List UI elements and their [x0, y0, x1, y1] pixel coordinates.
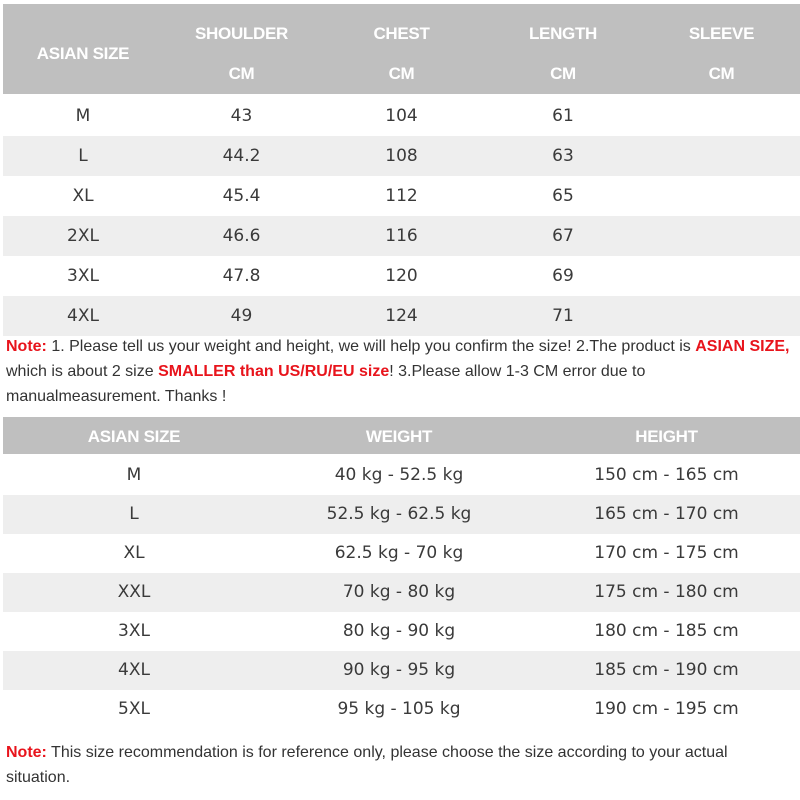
note-label: Note:	[6, 744, 47, 761]
cell-height: 175 cm - 180 cm	[594, 582, 739, 602]
cell-height: 190 cm - 195 cm	[594, 699, 739, 719]
cell-shoulder: 45.4	[222, 186, 261, 206]
cell-chest: 120	[385, 266, 418, 286]
size-table-row	[3, 256, 800, 296]
cell-height: 180 cm - 185 cm	[594, 621, 739, 641]
size-table-row	[3, 176, 800, 216]
cell-size: 3XL	[118, 621, 150, 641]
cell-size: M	[126, 465, 142, 485]
cell-height: 150 cm - 165 cm	[594, 465, 739, 485]
cell-chest: 124	[385, 306, 418, 326]
cell-weight: 90 kg - 95 kg	[342, 660, 456, 680]
note-text-1: 1. Please tell us your weight and height, we will help you confirm the size! 2.The product is	[46, 338, 696, 355]
cell-chest: 108	[385, 146, 418, 166]
cell-height: 185 cm - 190 cm	[594, 660, 739, 680]
header-shoulder: SHOULDER CM	[195, 24, 288, 83]
weight-table-row	[3, 495, 800, 534]
weight-table-row	[3, 690, 800, 729]
header-weight: WEIGHT	[365, 427, 433, 446]
cell-size: M	[75, 106, 91, 126]
cell-height: 170 cm - 175 cm	[594, 543, 739, 563]
note-highlight-asian-size: ASIAN SIZE,	[695, 338, 790, 355]
cell-length: 65	[552, 186, 574, 206]
cell-size: 2XL	[67, 226, 99, 246]
weight-table-row	[3, 651, 800, 690]
note-text-2: which is about 2 size	[6, 363, 159, 380]
cell-size: L	[129, 504, 139, 524]
cell-shoulder: 43	[230, 106, 253, 126]
cell-weight: 80 kg - 90 kg	[342, 621, 456, 641]
cell-size: XL	[72, 186, 94, 206]
note-highlight-smaller: SMALLER than US/RU/EU size	[158, 363, 390, 380]
cell-size: XXL	[117, 582, 151, 602]
note-text-3: ! 3.Please allow 1-3 CM error due to	[389, 363, 646, 380]
weight-table-row	[3, 612, 800, 651]
cell-shoulder: 49	[230, 306, 253, 326]
note-text: This size recommendation is for reference only, please choose the size according to your actual situation.	[6, 744, 728, 786]
cell-length: 69	[552, 266, 574, 286]
size-table-row	[3, 296, 800, 336]
cell-weight: 40 kg - 52.5 kg	[334, 465, 464, 485]
size-note	[6, 334, 796, 409]
weight-table-row	[3, 573, 800, 612]
header-asian-size: ASIAN SIZE	[87, 427, 181, 446]
cell-weight: 62.5 kg - 70 kg	[334, 543, 464, 563]
header-length: LENGTH CM	[528, 24, 598, 83]
cell-weight: 70 kg - 80 kg	[342, 582, 456, 602]
weight-table-row	[3, 456, 800, 495]
cell-weight: 52.5 kg - 62.5 kg	[326, 504, 472, 524]
header-chest: CHEST CM	[373, 24, 430, 83]
size-table-row	[3, 216, 800, 256]
cell-height: 165 cm - 170 cm	[594, 504, 739, 524]
cell-shoulder: 44.2	[222, 146, 261, 166]
cell-size: 3XL	[67, 266, 99, 286]
note-label: Note:	[6, 338, 47, 355]
cell-size: 4XL	[118, 660, 150, 680]
cell-length: 63	[552, 146, 574, 166]
header-asian-size: ASIAN SIZE	[36, 44, 130, 63]
cell-shoulder: 46.6	[222, 226, 261, 246]
cell-length: 71	[552, 306, 574, 326]
cell-chest: 104	[385, 106, 418, 126]
cell-weight: 95 kg - 105 kg	[337, 699, 461, 719]
cell-length: 61	[552, 106, 574, 126]
size-table-row	[3, 136, 800, 176]
cell-chest: 116	[385, 226, 418, 246]
recommendation-note	[6, 740, 776, 790]
cell-size: L	[78, 146, 88, 166]
size-table-header	[3, 4, 800, 94]
cell-shoulder: 47.8	[222, 266, 261, 286]
header-sleeve: SLEEVE CM	[688, 24, 755, 83]
size-table-row	[3, 96, 800, 136]
weight-table-row	[3, 534, 800, 573]
header-height: HEIGHT	[635, 427, 698, 446]
weight-table-header	[3, 417, 800, 454]
cell-chest: 112	[385, 186, 418, 206]
cell-size: XL	[123, 543, 145, 563]
cell-size: 4XL	[67, 306, 99, 326]
cell-size: 5XL	[118, 699, 150, 719]
cell-length: 67	[552, 226, 574, 246]
note-text-4: manualmeasurement. Thanks !	[6, 388, 227, 405]
